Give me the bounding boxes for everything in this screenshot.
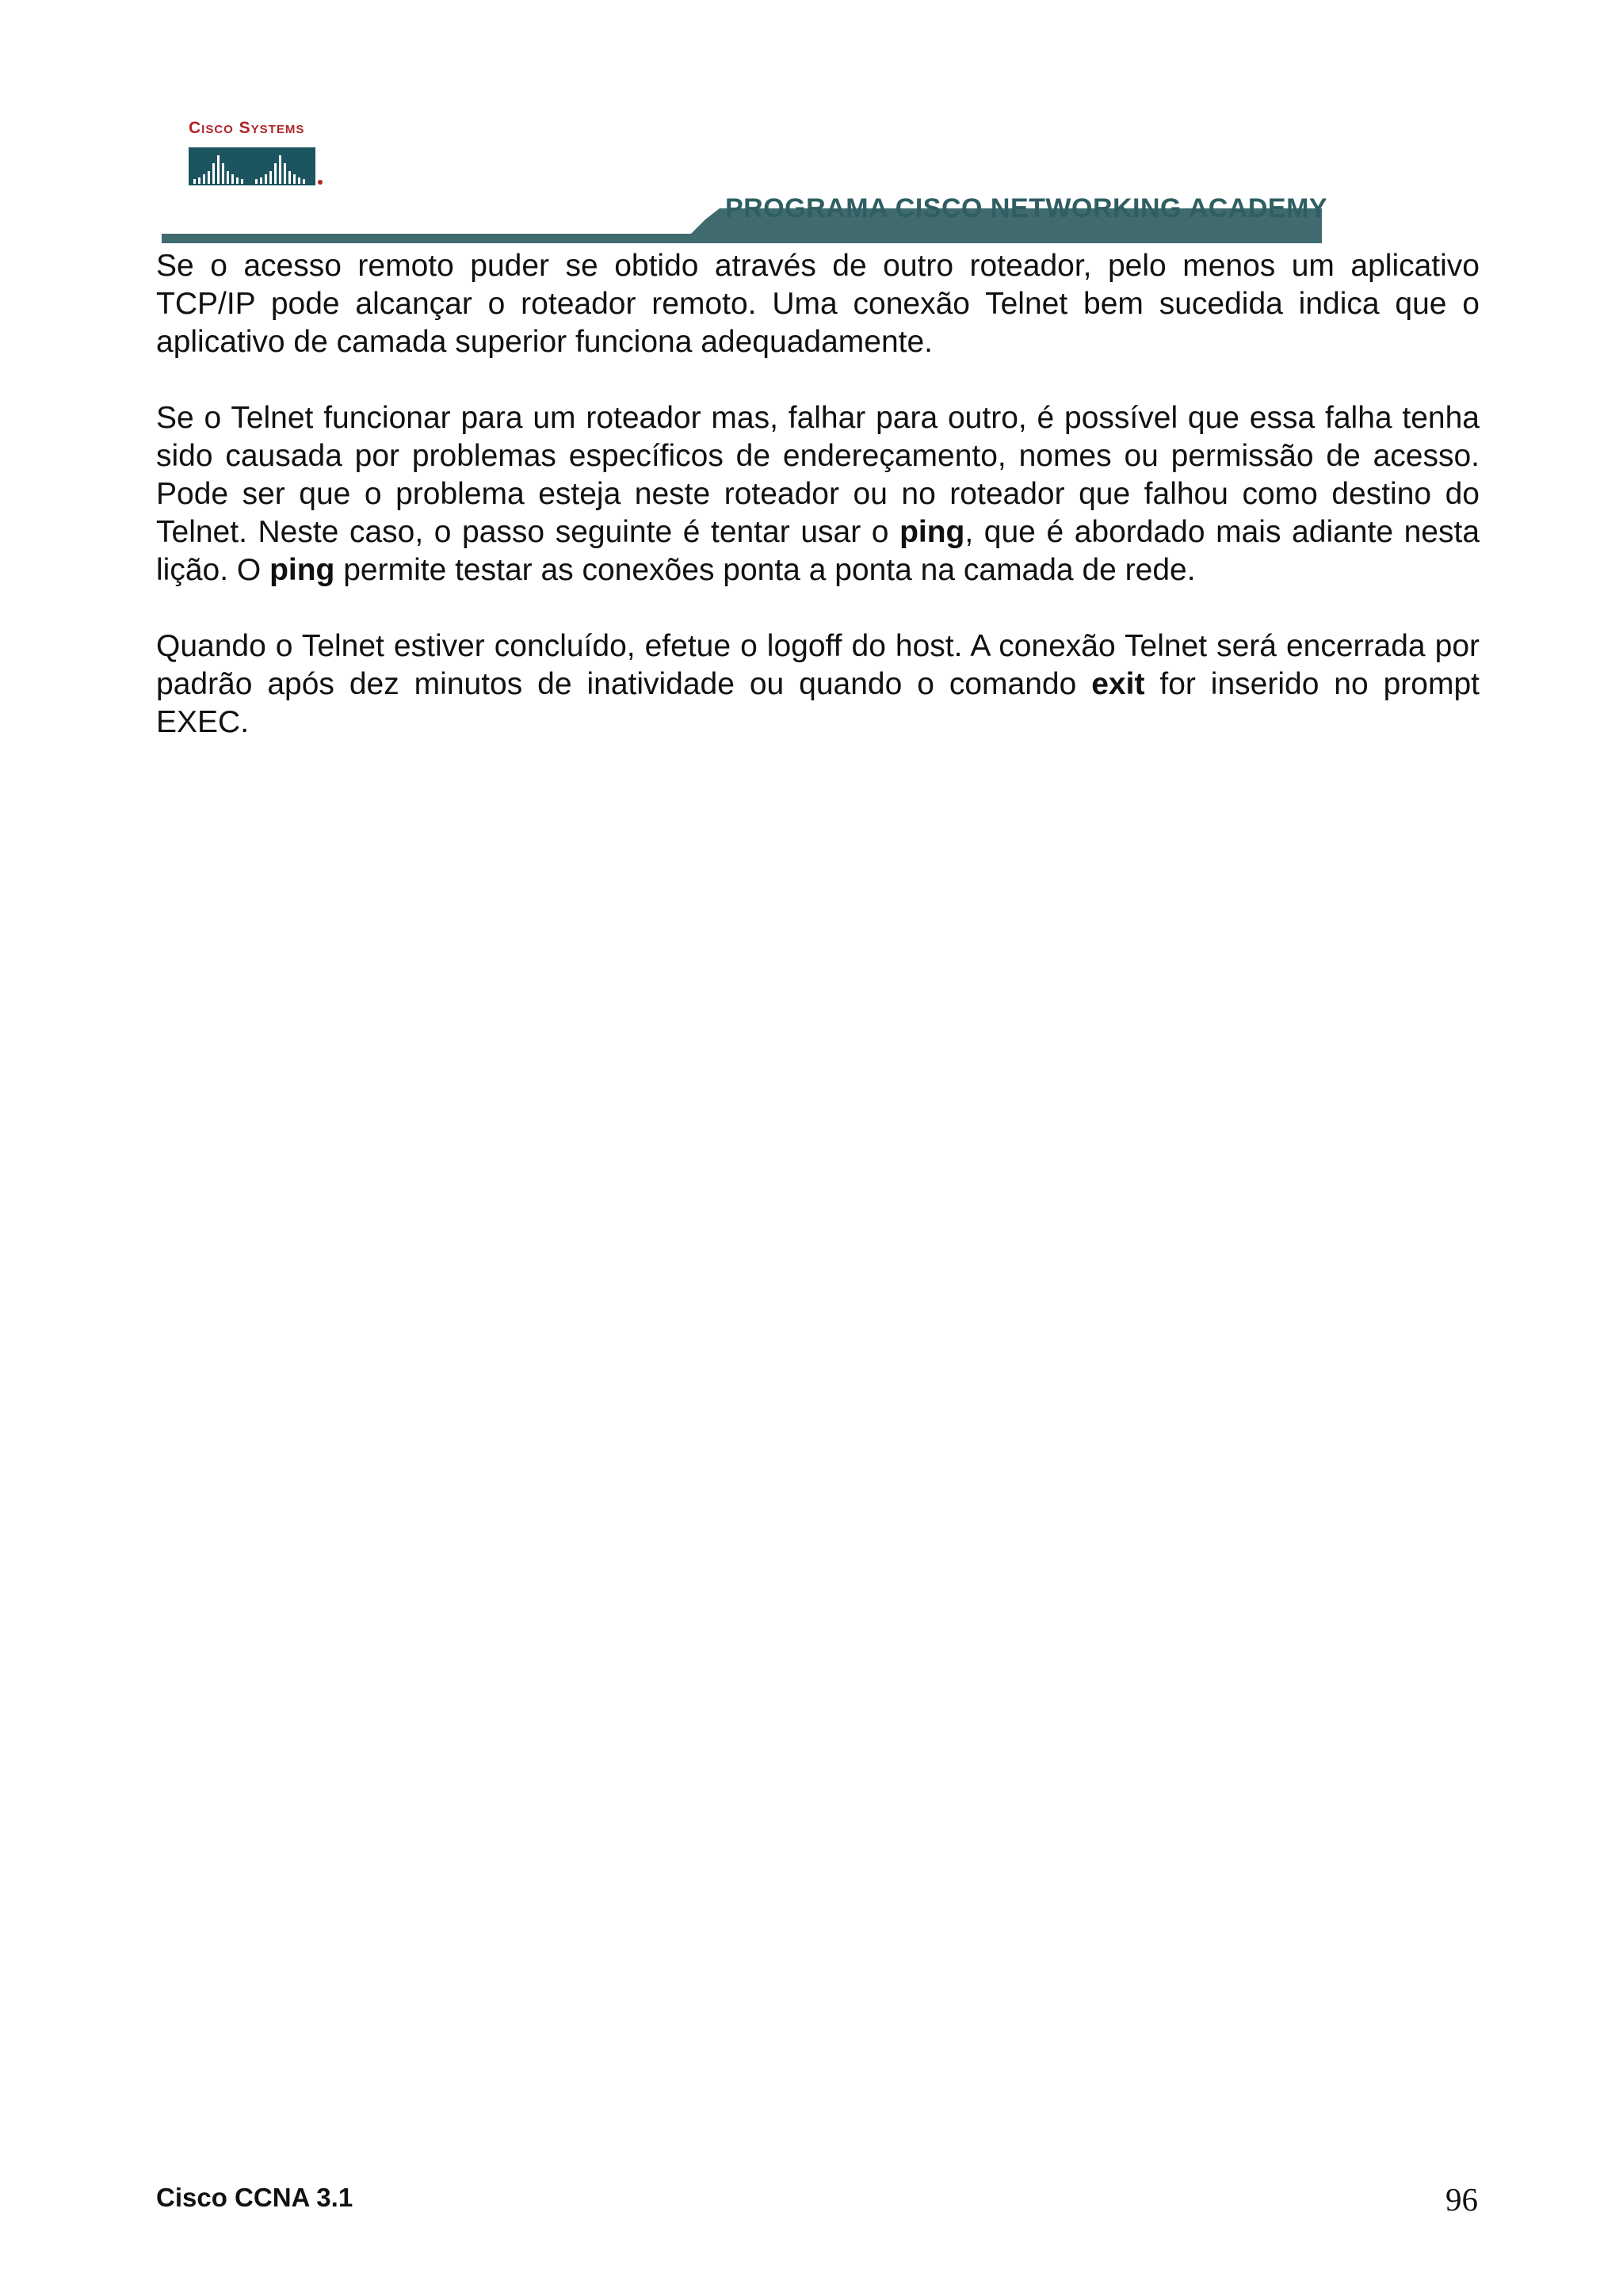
academy-title: PROGRAMA CISCO NETWORKING ACADEMY <box>725 193 1328 223</box>
paragraph-2-text-a: Se o Telnet funcionar para um roteador mas, falhar para outro, é possível que essa falha tenha sido causada por problemas específicos de endereçamento, nomes ou permissão de acesso. Pode ser que o problema esteja neste roteador ou no roteador que falhou como destino do Telnet. Neste caso, o passo seguinte é tentar usar o <box>156 401 1480 549</box>
ping-keyword: ping <box>269 553 335 587</box>
header-rule <box>162 234 1322 243</box>
paragraph-3-text-a: Quando o Telnet estiver concluído, efetue o logoff do host. A conexão Telnet será encerrada por padrão após dez minutos de inatividade ou quando o comando <box>156 629 1480 701</box>
paragraph-2-text-b: , que é abordado mais adiante nesta lição. O <box>156 515 1480 587</box>
paragraph-3-text-b: for inserido no prompt EXEC. <box>156 667 1480 739</box>
logo-text: Cisco Systems <box>189 119 305 137</box>
paragraph-2-text-c: permite testar as conexões ponta a ponta na camada de rede. <box>334 553 1196 587</box>
logo-bars-icon <box>189 147 323 187</box>
exit-keyword: exit <box>1091 667 1145 701</box>
document-body <box>156 247 1480 780</box>
ping-keyword: ping <box>899 515 965 549</box>
paragraph-3 <box>156 627 1480 742</box>
paragraph-2 <box>156 399 1480 589</box>
paragraph-1: Se o acesso remoto puder se obtido através de outro roteador, pelo menos um aplicativo TCP/IP pode alcançar o roteador remoto. Uma conexão Telnet bem sucedida indica que o aplicativo de camada superior funciona adequadamente. <box>156 249 1480 359</box>
footer-course-title: Cisco CCNA 3.1 <box>156 2183 353 2212</box>
page-number: 96 <box>1445 2181 1478 2218</box>
cisco-systems-logo <box>189 119 323 190</box>
